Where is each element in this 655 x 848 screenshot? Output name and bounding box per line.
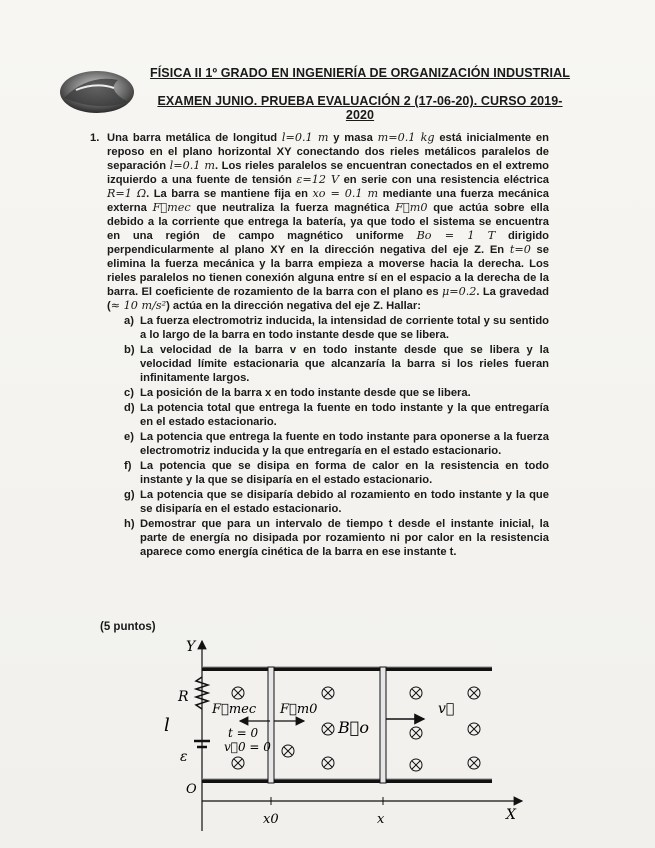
field-into-page-icon bbox=[410, 759, 422, 771]
v0-label: v⃗0 = 0 bbox=[224, 740, 271, 754]
field-into-page-icon bbox=[232, 757, 244, 769]
points-label: (5 puntos) bbox=[100, 621, 156, 633]
question-d: d) La potencia total que entrega la fuente en todo instante y la que entregaría en el estado estacionario. bbox=[124, 402, 549, 428]
question-b: b) La velocidad de la barra v en todo instante desde que se libera y la velocidad límite estacionaria que alcanzaría la barra si los rieles fueran infinitamente largos. bbox=[124, 344, 549, 384]
field-into-page-icon bbox=[232, 687, 244, 699]
y-axis-label: Y bbox=[186, 639, 196, 655]
field-into-page-icon bbox=[410, 687, 422, 699]
bar-moving bbox=[380, 667, 386, 783]
field-into-page-icon bbox=[282, 745, 294, 757]
question-a: a) La fuerza electromotriz inducida, la intensidad de corriente total y su sentido a lo largo de la barra en todo instante desde que se libera. bbox=[124, 315, 549, 341]
field-into-page-icon bbox=[322, 757, 334, 769]
bar-initial bbox=[268, 667, 274, 783]
field-into-page-icon bbox=[410, 727, 422, 739]
question-c: c) La posición de la barra x en todo instante desde que se libera. bbox=[124, 387, 471, 399]
problem-statement: Una barra metálica de longitud l=0.1 m y masa m=0.1 kg está inicialmente en reposo en el plano horizontal XY conectando dos rieles metálicos paralelos de separación l=0.1 m. Los rieles paralelos se encuentran conectados en el extremo izquierdo a una fuente de tensión ε=12 V en serie con una resistencia eléctrica R=1 Ω. La barra se mantiene fija en xo = 0.1 m mediante una fuerza mecánica externa F⃗mec que neutraliza la fuerza magnética F⃗m0 que actúa sobre ella debido a la corriente que entrega la batería, ya que todo el sistema se encuentra en una región de campo magnético uniforme Bo = 1 T dirigido perpendicularmente al plano XY en la dirección negativa del eje Z. En t=0 se elimina la fuerza mecánica y la barra empieza a moverse hacia la derecha. Los rieles paralelos no tienen conexión alguna entre sí en el espacio a la derecha de la barra. El coeficiente de rozamiento de la barra con el plano es μ=0.2. La gravedad (≈ 10 m/s²) actúa en la dirección negativa del eje Z. Hallar: bbox=[107, 131, 550, 312]
field-into-page-icon bbox=[322, 687, 334, 699]
t0-label: t = 0 bbox=[228, 726, 259, 740]
exam-title: EXAMEN JUNIO. PRUEBA EVALUACIÓN 2 (17-06-20). CURSO 2019-2020 bbox=[157, 94, 563, 122]
field-into-page-icon bbox=[468, 687, 480, 699]
question-list bbox=[107, 314, 549, 559]
resistor-label: R bbox=[178, 689, 189, 705]
field-into-page-icon bbox=[468, 757, 480, 769]
exam-header bbox=[150, 66, 570, 122]
university-logo bbox=[58, 68, 136, 116]
question-f: f) La potencia que se disipa en forma de calor en la resistencia en todo instante y la que se disiparía en el estado estacionario. bbox=[124, 460, 549, 486]
b-field-label: B⃗o bbox=[338, 718, 369, 737]
course-title: FÍSICA II 1º GRADO EN INGENIERÍA DE ORGANIZACIÓN INDUSTRIAL bbox=[150, 66, 570, 80]
velocity-label: v⃗ bbox=[438, 701, 455, 717]
field-into-page-icon bbox=[468, 723, 480, 735]
problem-number: 1. bbox=[90, 132, 100, 144]
origin-label: O bbox=[186, 782, 197, 797]
question-g: g) La potencia que se disiparía debido al rozamiento en todo instante y la que se disiparía en el estado estacionario. bbox=[124, 489, 549, 515]
problem-1 bbox=[90, 131, 550, 560]
fm0-label: F⃗m0 bbox=[280, 702, 318, 717]
length-label: l bbox=[164, 715, 170, 736]
x-axis-label: X bbox=[506, 807, 516, 823]
question-h: h) Demostrar que para un intervalo de tiempo t desde el instante inicial, la parte de energía no disipada por rozamiento ni por calor en la resistencia aparece como energía cinética de la barra en ese instante t. bbox=[124, 518, 549, 558]
x0-tick-label: x0 bbox=[263, 812, 279, 827]
fmec-label: F⃗mec bbox=[212, 702, 257, 717]
field-into-page-icon bbox=[322, 723, 334, 735]
emf-label: ε bbox=[180, 749, 188, 765]
x-tick-label: x bbox=[377, 812, 385, 827]
circuit-diagram bbox=[120, 633, 530, 845]
question-e: e) La potencia que entrega la fuente en todo instante para oponerse a la fuerza electromotriz inducida y la que entregaría en el estado estacionario. bbox=[124, 431, 549, 457]
